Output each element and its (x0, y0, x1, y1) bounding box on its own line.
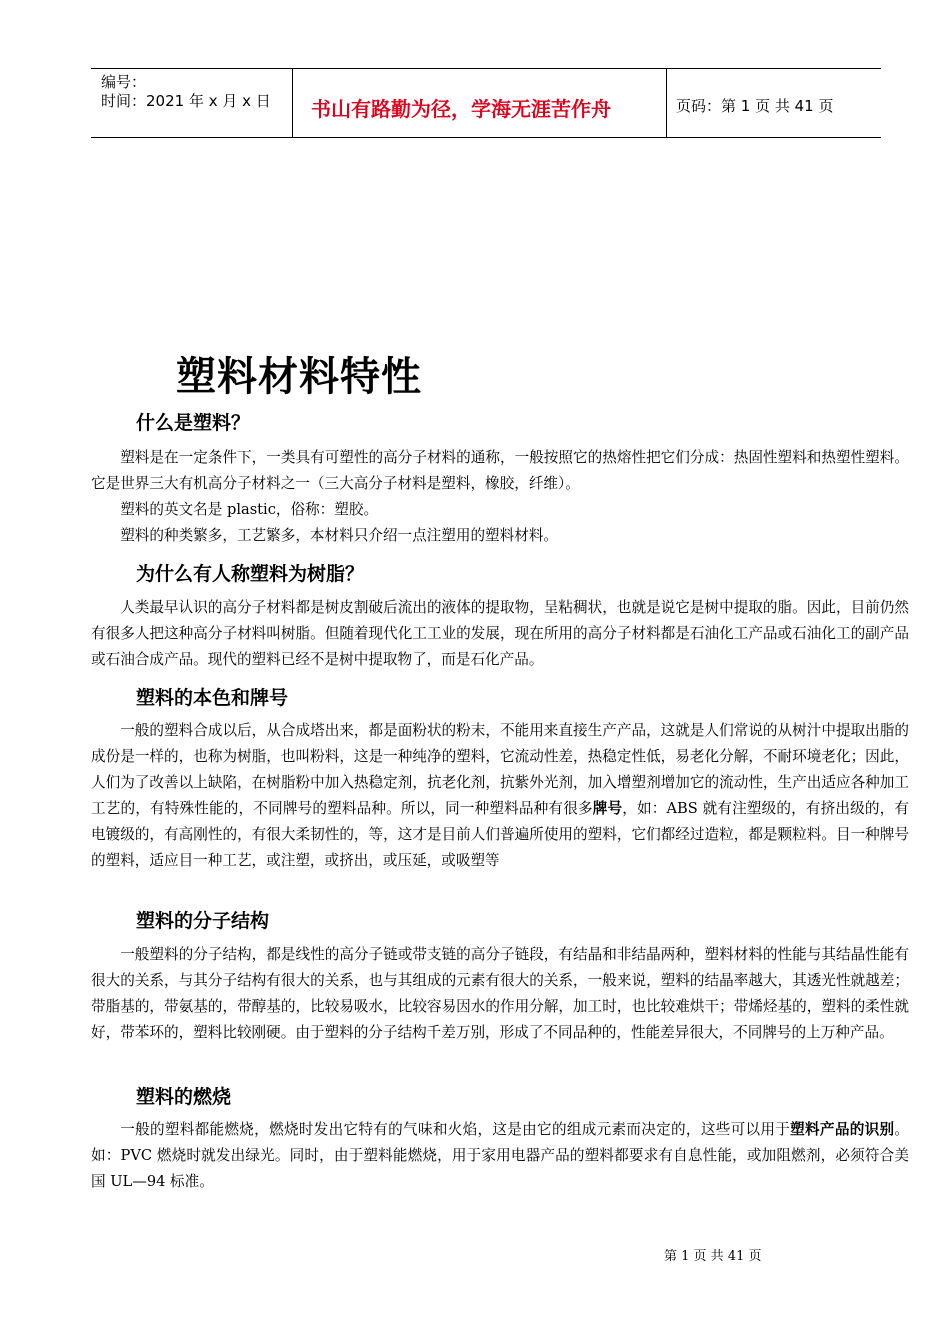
bold-text-run: 牌号 (592, 800, 623, 817)
paragraph (91, 718, 909, 874)
section-body-resin (91, 595, 909, 673)
document-time: 时间：2021 年 x 月 x 日 (101, 92, 271, 110)
text-run: ，如：ABS 就有注塑级的，有挤出级的，有电镀级的，有高刚性的，有很大柔韧性的，等，这才是目前人们普遍所使用的塑料，它们都经过造粒，都是颗粒料。目一种牌号的塑料，适应目一种工艺，或注塑，或挤出，或压延，或吸塑等 (91, 800, 909, 869)
document-title: 塑料材料特性 (176, 354, 422, 400)
bold-text-run: 塑料产品的识别 (790, 1121, 895, 1138)
section-heading-molecular-structure: 塑料的分子结构 (136, 910, 270, 932)
paragraph: 塑料的英文名是 plastic，俗称：塑胶。 (120, 501, 379, 518)
header-page-info: 页码：第 1 页 共 41 页 (676, 97, 834, 115)
paragraph: 塑料的种类繁多，工艺繁多，本材料只介绍一点注塑用的塑料材料。 (120, 527, 559, 544)
section-body-grades (91, 718, 909, 874)
paragraph: 人类最早认识的高分子材料都是树皮割破后流出的液体的提取物，呈粘稠状，也就是说它是树中提取的脂。因此，目前仍然有很多人把这种高分子材料叫树脂。但随着现代化工工业的发展，现在所用的高分子材料都是石油化工产品或石油化工的副产品或石油合成产品。现代的塑料已经不是树中提取物了，而是石化产品。 (91, 599, 909, 668)
header-table (91, 68, 881, 138)
section-heading-combustion: 塑料的燃烧 (136, 1086, 232, 1108)
text-run: 一般的塑料合成以后，从合成塔出来，都是面粉状的粉末，不能用来直接生产产品，这就是人们常说的从树汁中提取出脂的成份是一样的，也称为树脂，也叫粉料，这是一种纯净的塑料，它流动性差，热稳定性低，易老化分解，不耐环境老化；因此，人们为了改善以上缺陷，在树脂粉中加入热稳定剂，抗老化剂，抗紫外光剂，加入增塑剂增加它的流动性，生产出适应各种加工工艺的，有特殊性能的，不同牌号的塑料品种。所以，同一种塑料品种有很多 (91, 722, 909, 817)
text-run: 一般的塑料都能燃烧，燃烧时发出它特有的气味和火焰，这是由它的组成元素而决定的，这些可以用于 (120, 1121, 791, 1138)
text-run: 。如：PVC 燃烧时就发出绿光。同时，由于塑料能燃烧，用于家用电器产品的塑料都要求有自息性能，或加阻燃剂，必须符合美国 UL—94 标准。 (91, 1121, 909, 1190)
section-heading-what-is-plastic: 什么是塑料？ (136, 412, 251, 434)
page-footer: 第 1 页 共 41 页 (664, 1249, 762, 1264)
header-motto-cell (292, 69, 667, 137)
header-meta-cell (91, 69, 292, 137)
paragraph: 塑料是在一定条件下，一类具有可塑性的高分子材料的通称，一般按照它的热熔性把它们分成：热固性塑料和热塑性塑料。它是世界三大有机高分子材料之一（三大高分子材料是塑料，橡胶，纤维）。 (91, 449, 909, 492)
section-heading-grades: 塑料的本色和牌号 (136, 687, 289, 709)
section-body-what-is-plastic (91, 445, 909, 549)
document-number-label: 编号： (101, 73, 147, 91)
paragraph: 一般塑料的分子结构，都是线性的高分子链或带支链的高分子链段，有结晶和非结晶两种，塑料材料的性能与其结晶性能有很大的关系，与其分子结构有很大的关系，也与其组成的元素有很大的关系，一般来说，塑料的结晶率越大，其透光性就越差；带脂基的，带氨基的，带醇基的，比较易吸水，比较容易因水的作用分解，加工时，也比较难烘干；带烯烃基的，塑料的柔性就好，带苯环的，塑料比较刚硬。由于塑料的分子结构千差万别，形成了不同品种的，性能差异很大，不同牌号的上万种产品。 (91, 946, 909, 1041)
section-heading-resin: 为什么有人称塑料为树脂？ (136, 563, 365, 585)
header-motto: 书山有路勤为径，学海无涯苦作舟 (311, 97, 611, 121)
section-body-molecular-structure (91, 942, 909, 1046)
header-page-cell (666, 69, 881, 137)
section-body-combustion (91, 1117, 909, 1195)
paragraph (91, 1117, 909, 1195)
